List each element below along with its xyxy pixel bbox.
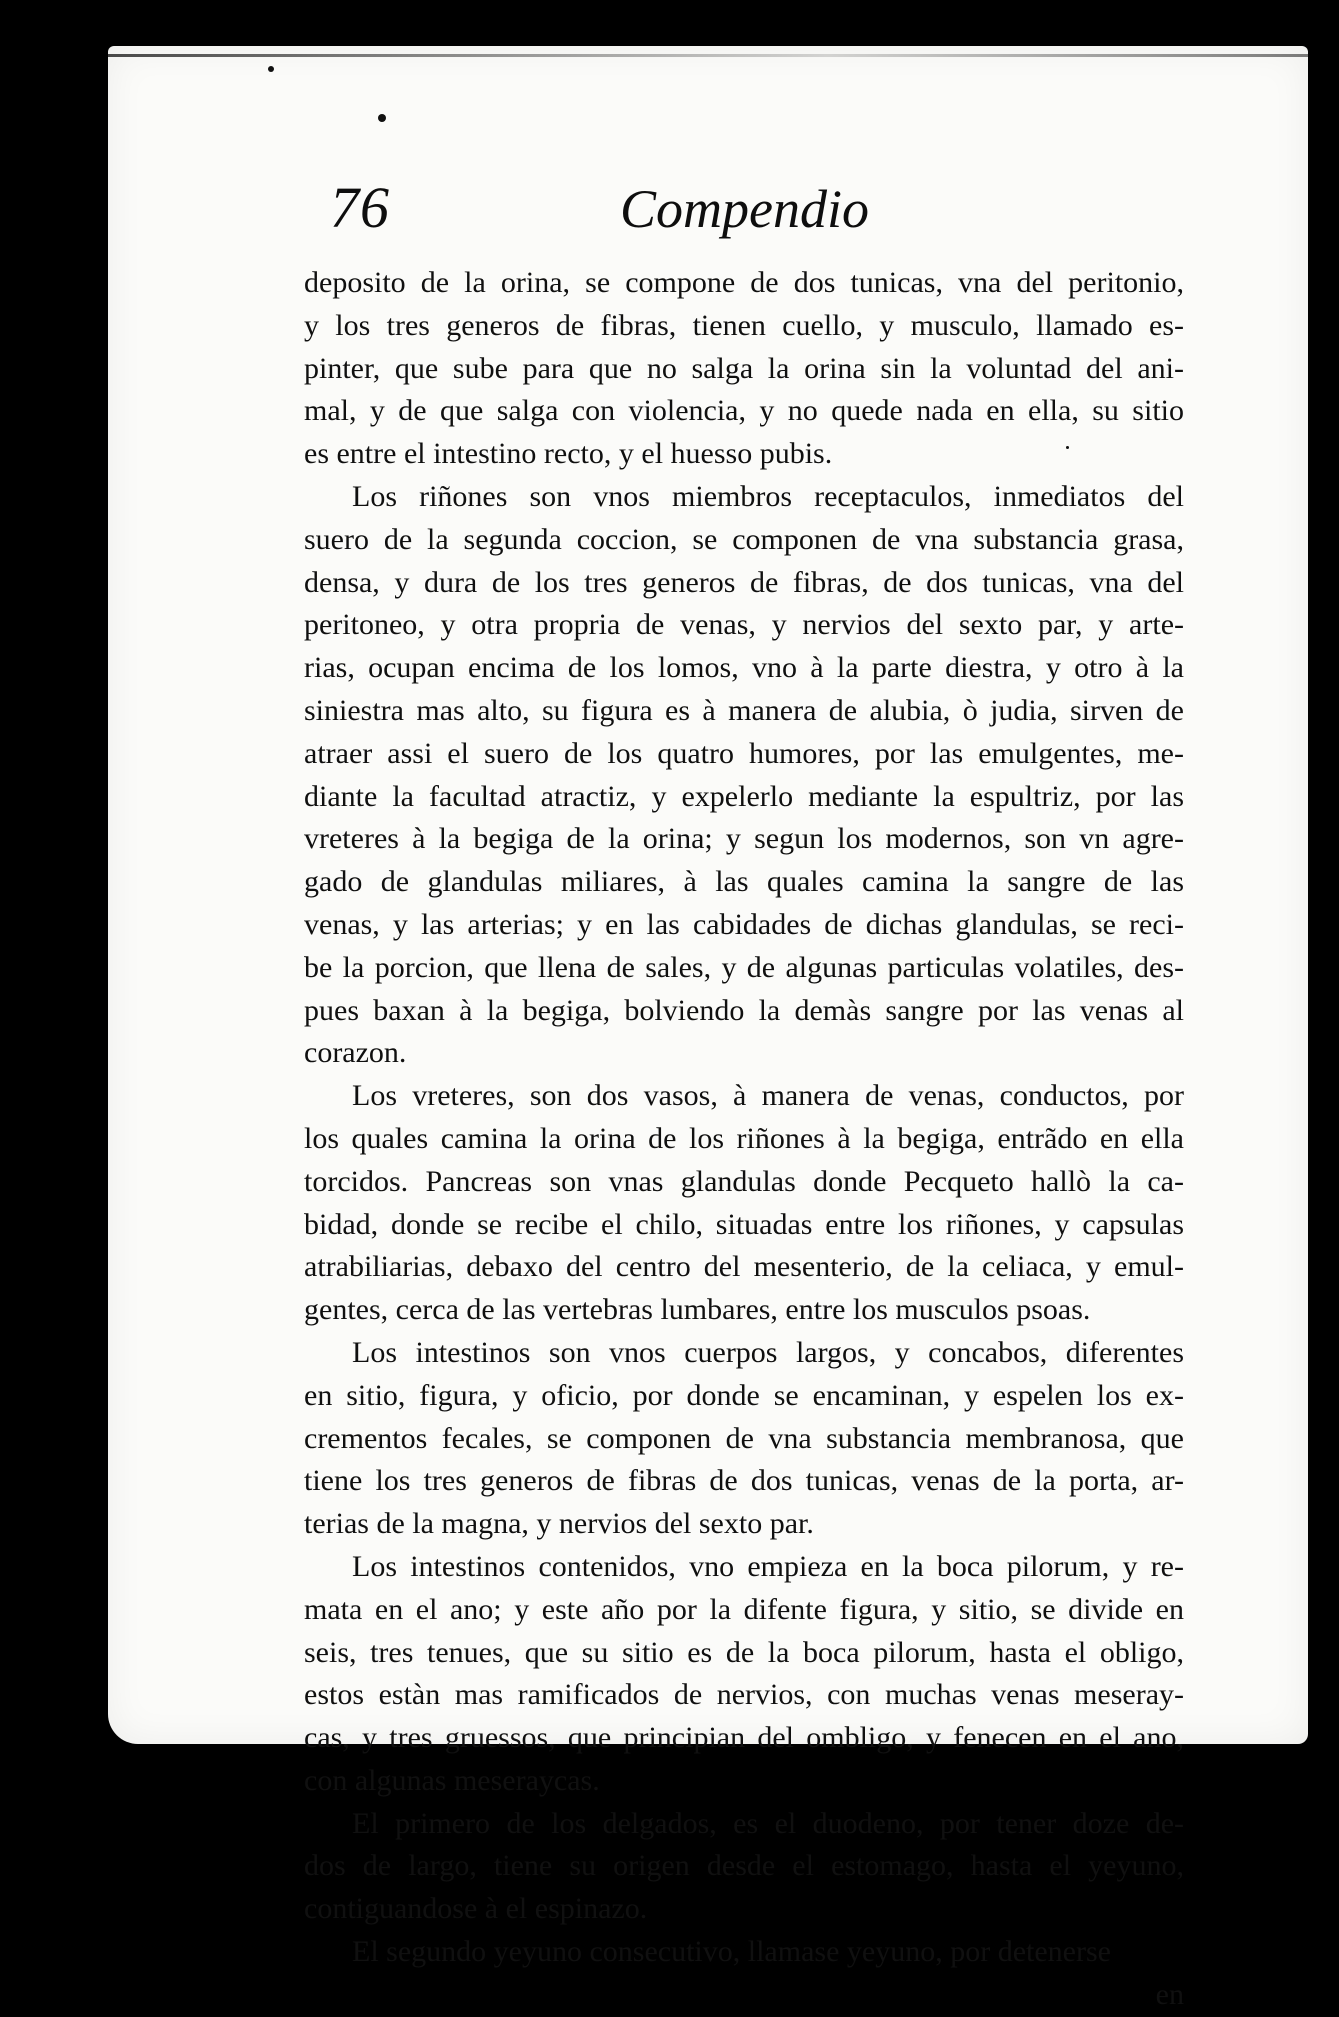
text-line: Los riñones son vnos miembros receptaculos, inmediatos del <box>352 479 1184 513</box>
paragraph <box>304 1931 1184 1974</box>
text-line: atrabiliarias, debaxo del centro del mesenterio, de la celiaca, y emul- <box>304 1250 1184 1284</box>
text-line: corazon. <box>304 1036 407 1070</box>
text-line: en sitio, figura, y oficio, por donde se encaminan, y espelen los ex- <box>304 1378 1184 1412</box>
book-page <box>108 46 1308 2011</box>
text-line: Los intestinos son vnos cuerpos largos, y concabos, diferentes <box>352 1335 1184 1369</box>
text-line: pinter, que sube para que no salga la orina sin la voluntad del ani- <box>304 351 1184 385</box>
text-line: gentes, cerca de las vertebras lumbares, entre los musculos psoas. <box>304 1293 1091 1327</box>
text-line: crementos fecales, se componen de vna substancia membranosa, que <box>304 1421 1184 1455</box>
ink-speck <box>268 66 274 72</box>
text-line: gado de glandulas miliares, à las quales camina la sangre de las <box>304 865 1184 899</box>
text-line: El segundo yeyuno consecutivo, llamase yeyuno, por detenerse <box>352 1935 1111 1969</box>
text-line: peritoneo, y otra propria de venas, y nervios del sexto par, y arte- <box>304 608 1184 642</box>
text-line: densa, y dura de los tres generos de fibras, de dos tunicas, vna del <box>304 565 1184 599</box>
text-line: dos de largo, tiene su origen desde el estomago, hasta el yeyuno, <box>304 1849 1184 1883</box>
text-line: rias, ocupan encima de los lomos, vno à la parte diestra, y otro à la <box>304 651 1184 685</box>
text-line: estos estàn mas ramificados de nervios, con muchas venas meseray- <box>304 1678 1184 1712</box>
text-line: siniestra mas alto, su figura es à manera de alubia, ò judia, sirven de <box>304 693 1184 727</box>
text-line: Los intestinos contenidos, vno empieza en la boca pilorum, y re- <box>352 1549 1184 1583</box>
text-line: y los tres generos de fibras, tienen cuello, y musculo, llamado es- <box>304 308 1184 342</box>
text-line: deposito de la orina, se compone de dos tunicas, vna del peritonio, <box>304 266 1184 299</box>
ink-speck <box>378 114 386 122</box>
text-line: El primero de los delgados, es el duodeno, por tener doze de- <box>352 1806 1184 1840</box>
page-number: 76 <box>330 175 390 240</box>
paragraph <box>304 1546 1184 1803</box>
text-line: diante la facultad atractiz, y expelerlo mediante la espultriz, por las <box>304 779 1184 813</box>
catchword: en <box>1155 1977 1184 2011</box>
text-line: cas, y tres gruessos, que principian del ombligo, y fenecen en el ano, <box>304 1721 1184 1755</box>
paragraph <box>304 1332 1184 1546</box>
text-line: los quales camina la orina de los riñones à la begiga, entrãdo en ella <box>304 1121 1184 1155</box>
paragraph <box>304 476 1184 1075</box>
text-line: bidad, donde se recibe el chilo, situadas entre los riñones, y capsulas <box>304 1207 1184 1241</box>
paragraph <box>304 1075 1184 1332</box>
text-line: seis, tres tenues, que su sitio es de la boca pilorum, hasta el obligo, <box>304 1635 1184 1669</box>
text-line: es entre el intestino recto, y el huesso pubis. <box>304 437 833 471</box>
text-line: terias de la magna, y nervios del sexto par. <box>304 1507 814 1541</box>
text-line: contiguandose à el espinazo. <box>304 1892 648 1926</box>
text-line: tiene los tres generos de fibras de dos tunicas, venas de la porta, ar- <box>304 1464 1184 1498</box>
text-line: pues baxan à la begiga, bolviendo la demàs sangre por las venas al <box>304 993 1184 1027</box>
page-header <box>330 164 1050 264</box>
scan-edge <box>108 54 1308 57</box>
text-line: torcidos. Pancreas son vnas glandulas donde Pecqueto hallò la ca- <box>304 1164 1184 1198</box>
text-line: con algunas meseraycas. <box>304 1763 600 1797</box>
running-title: Compendio <box>620 179 869 239</box>
text-line: be la porcion, que llena de sales, y de algunas particulas volatiles, des- <box>304 950 1184 984</box>
body-text <box>304 262 1184 2017</box>
text-line: vreteres à la begiga de la orina; y segun los modernos, son vn agre- <box>304 822 1184 856</box>
text-line: Los vreteres, son dos vasos, à manera de venas, conductos, por <box>352 1079 1184 1113</box>
paragraph <box>304 1803 1184 1931</box>
text-line: mal, y de que salga con violencia, y no quede nada en ella, su sitio <box>304 394 1184 428</box>
paragraph <box>304 262 1184 476</box>
text-line: mata en el ano; y este año por la difente figura, y sitio, se divide en <box>304 1592 1184 1626</box>
text-line: suero de la segunda coccion, se componen de vna substancia grasa, <box>304 522 1184 556</box>
text-line: venas, y las arterias; y en las cabidades de dichas glandulas, se reci- <box>304 907 1184 941</box>
text-line: atraer assi el suero de los quatro humores, por las emulgentes, me- <box>304 736 1184 770</box>
